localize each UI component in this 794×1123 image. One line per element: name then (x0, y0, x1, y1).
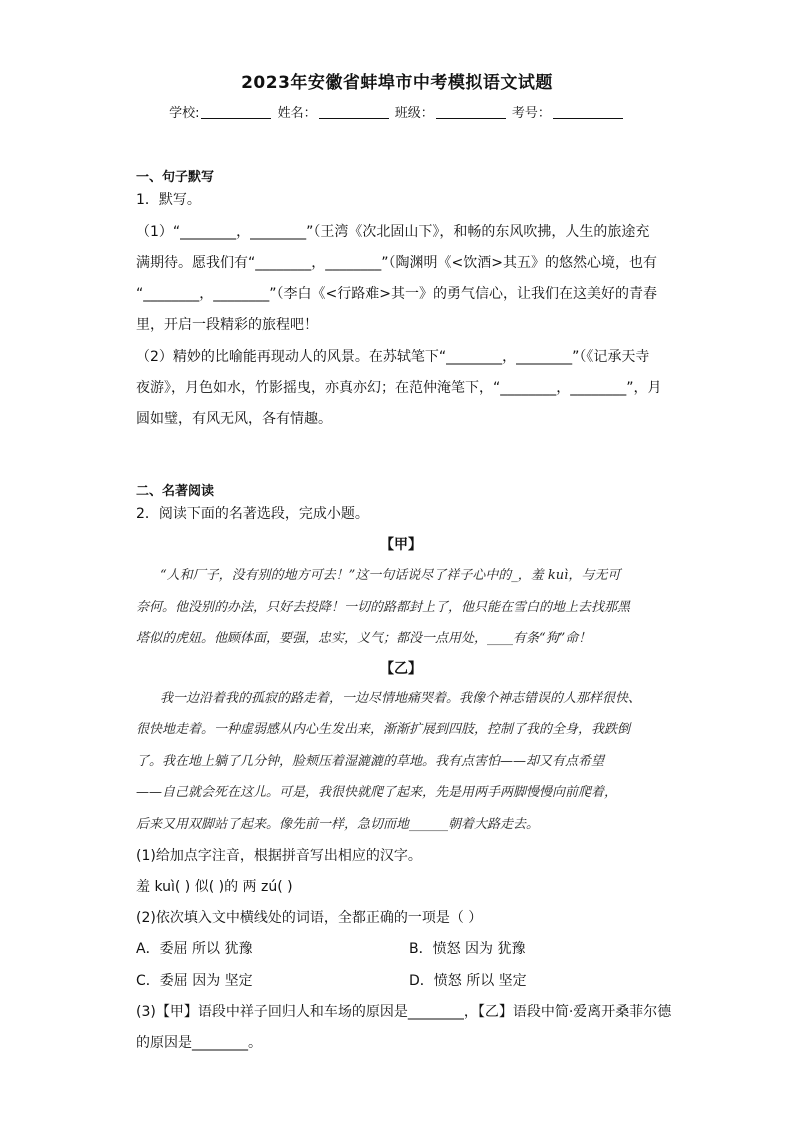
sub-question-3-line-2: 的原因是________。 (136, 1035, 262, 1051)
student-info-row (0, 102, 794, 121)
q1-line-2: 满期待。愿我们有“________，________”（陶渊明《<饮酒>其五》的悠然心境，也有 (136, 255, 657, 271)
jia-line-3: 塔似的虎妞。他顾体面，要强，忠实，义气；都没一点用处，____有条“狗”命！ (136, 631, 592, 646)
jia-line-1: “人和厂子，没有别的地方可去！”这一句话说尽了祥子心中的_，羞 kuì，与无可 (160, 568, 621, 583)
yi-line-4: ——自己就会死在这儿。可是，我很快就爬了起来，先是用两手两脚慢慢向前爬着， (136, 785, 618, 800)
q1-line-5: （2）精妙的比喻能再现动人的风景。在苏轼笔下“________，________”（《记承天寺 (136, 349, 650, 365)
class-blank[interactable] (436, 106, 506, 119)
q1-line-3: “________，________”（李白《<行路难>其一》的勇气信心，让我们在这美好的青春 (136, 286, 657, 302)
school-blank[interactable] (201, 106, 271, 119)
section-heading-2: 二、名著阅读 (136, 484, 215, 499)
q1-line-6: 夜游》，月色如水，竹影摇曳，亦真亦幻；在范仲淹笔下，“________，________”，月 (136, 380, 662, 396)
yi-line-5: 后来又用双脚站了起来。像先前一样，急切而地______朝着大路走去。 (136, 817, 540, 832)
jia-line-2: 奈何。他没别的办法，只好去投降！一切的路都封上了，他只能在雪白的地上去找那黑 (136, 600, 631, 615)
class-label: 班级： (394, 106, 434, 121)
passage-yi-label: 【乙】 (380, 661, 422, 677)
q1-line-7: 圆如璧，有风无风，各有情趣。 (136, 411, 332, 427)
sub-question-3-line-1: (3)【甲】语段中祥子回归人和车场的原因是________，【乙】语段中简·爱离开桑菲尔德 (136, 1004, 672, 1020)
yi-line-3: 了。我在地上躺了几分钟，脸颊压着湿漉漉的草地。我有点害怕——却又有点希望 (136, 754, 605, 769)
option-d[interactable]: D．愤怒 所以 坚定 (409, 973, 527, 989)
option-c[interactable]: C．委屈 因为 坚定 (136, 973, 253, 989)
option-b[interactable]: B．愤怒 因为 犹豫 (409, 941, 526, 957)
sub-question-2: (2)依次填入文中横线处的词语，全都正确的一项是（ ） (136, 910, 483, 926)
name-label: 姓名： (277, 106, 317, 121)
question-1: 1．默写。 (136, 192, 201, 208)
name-blank[interactable] (319, 106, 389, 119)
q1-line-4: 里，开启一段精彩的旅程吧！ (136, 317, 318, 333)
q1-line-1: （1）“________，________”（王湾《次北固山下》，和畅的东风吹拂，人生的旅途充 (136, 224, 650, 240)
sub-question-1-items: 羞 kuì( ) 似( )的 两 zú( ) (136, 879, 293, 895)
yi-line-2: 很快地走着。一种虚弱感从内心生发出来，渐渐扩展到四肢，控制了我的全身，我跌倒 (136, 722, 631, 737)
school-label: 学校: (169, 106, 200, 121)
question-2: 2．阅读下面的名著选段，完成小题。 (136, 506, 369, 522)
exam-number-blank[interactable] (553, 106, 623, 119)
sub-question-1: (1)给加点字注音，根据拼音写出相应的汉字。 (136, 848, 422, 864)
page-title: 2023年安徽省蚌埠市中考模拟语文试题 (241, 73, 553, 93)
yi-line-1: 我一边沿着我的孤寂的路走着，一边尽情地痛哭着。我像个神志错误的人那样很快、 (160, 691, 642, 706)
exam-number-label: 考号： (511, 106, 551, 121)
passage-jia-label: 【甲】 (380, 537, 422, 553)
section-heading-1: 一、句子默写 (136, 170, 215, 185)
option-a[interactable]: A．委屈 所以 犹豫 (136, 941, 253, 957)
